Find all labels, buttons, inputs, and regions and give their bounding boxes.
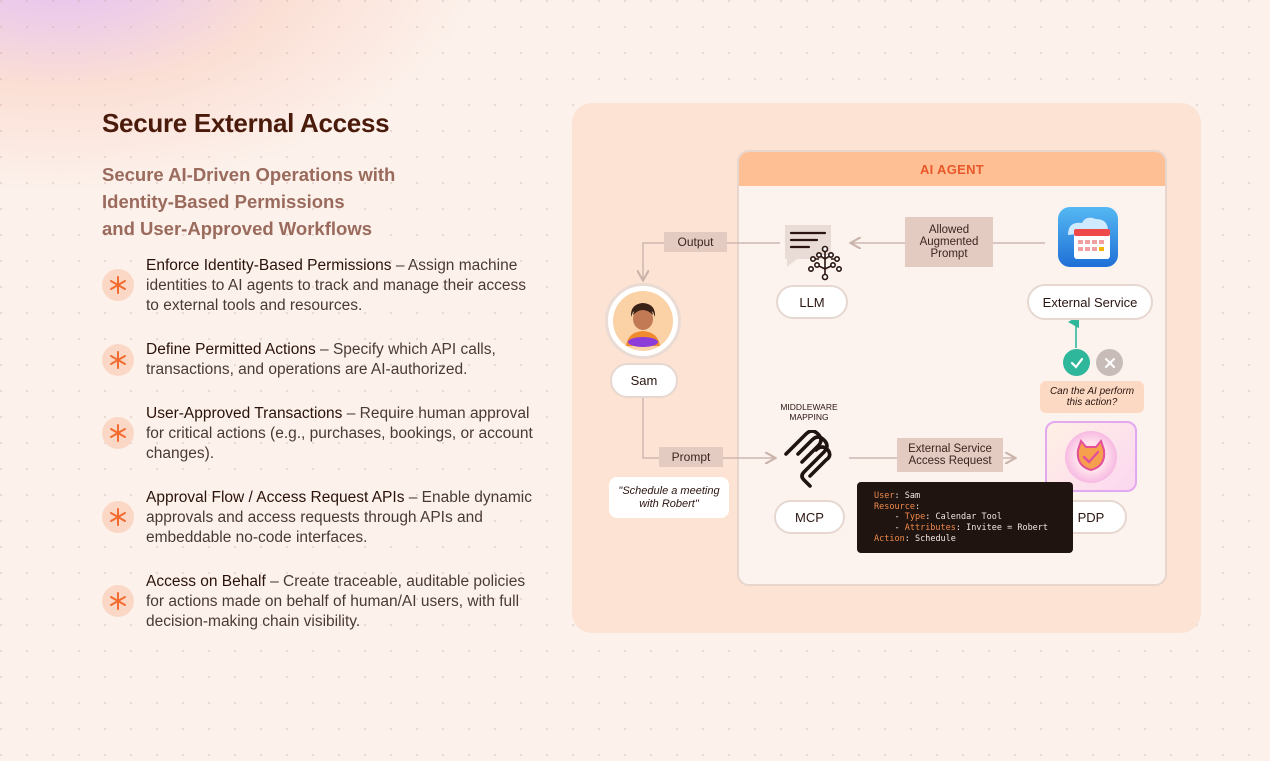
code-key: Type bbox=[904, 512, 926, 523]
access-request-line: Access Request bbox=[908, 455, 992, 467]
feature-title: Define Permitted Actions bbox=[146, 341, 316, 358]
middleware-line: MAPPING bbox=[789, 412, 829, 422]
access-request-line: External Service bbox=[908, 443, 992, 455]
code-value: Schedule bbox=[914, 533, 956, 544]
feature-title: Approval Flow / Access Request APIs bbox=[146, 489, 405, 506]
code-value: Calendar Tool bbox=[935, 512, 1002, 523]
external-service-node: External Service bbox=[1027, 284, 1153, 320]
chat-brain-icon bbox=[781, 223, 847, 286]
feature-title: Access on Behalf bbox=[146, 573, 266, 590]
allowed-prompt-line: Allowed bbox=[928, 224, 970, 236]
pdp-node: PDP bbox=[1055, 500, 1127, 534]
sam-node: Sam bbox=[610, 363, 678, 398]
middleware-icon bbox=[782, 430, 836, 495]
allowed-prompt-line: Prompt bbox=[930, 248, 968, 260]
user-quote bbox=[609, 477, 729, 518]
question-line: this action? bbox=[1066, 397, 1118, 408]
quote-line: "Schedule a meeting bbox=[618, 484, 720, 497]
ai-agent-header: AI AGENT bbox=[739, 152, 1165, 186]
allowed-prompt-line: Augmented bbox=[919, 236, 979, 248]
code-key: Resource bbox=[874, 501, 915, 512]
feature-body: – Assign machine identities to AI agents to track and manage their access to external tools and resources. bbox=[146, 257, 526, 314]
feature-body: – Require human approval for critical actions (e.g., purchases, bookings, or account changes). bbox=[146, 405, 533, 462]
code-value: Sam bbox=[904, 491, 921, 501]
code-value: Invitee = Robert bbox=[966, 523, 1049, 534]
question-line: Can the AI perform bbox=[1049, 386, 1135, 397]
middleware-line: MIDDLEWARE bbox=[780, 402, 838, 412]
code-key: Action bbox=[874, 533, 905, 544]
calendar-cloud-icon bbox=[1058, 207, 1118, 272]
policy-request-code: User: Sam Resource: - Type: Calendar Tool - Attributes: Invitee = Robert Action: Schedule bbox=[857, 482, 1073, 553]
prompt-label: Prompt bbox=[659, 447, 723, 467]
llm-node: LLM bbox=[776, 285, 848, 319]
close-icon bbox=[1096, 349, 1123, 376]
quote-line: with Robert" bbox=[639, 497, 699, 510]
feature-body: – Enable dynamic approvals and access requests through APIs and embeddable no-code interfaces. bbox=[146, 489, 532, 546]
subtitle-line: Identity-Based Permissions bbox=[102, 191, 345, 212]
mcp-node: MCP bbox=[774, 500, 845, 534]
access-request-label bbox=[897, 438, 1003, 472]
feature-title: User-Approved Transactions bbox=[146, 405, 343, 422]
middleware-mapping-label bbox=[775, 402, 843, 422]
allowed-prompt-label bbox=[905, 217, 993, 267]
subtitle-line: Secure AI-Driven Operations with bbox=[102, 164, 396, 185]
code-key: Attributes bbox=[904, 523, 956, 534]
subtitle-line: and User-Approved Workflows bbox=[102, 218, 373, 239]
feature-title: Enforce Identity-Based Permissions bbox=[146, 257, 392, 274]
output-label: Output bbox=[664, 232, 727, 252]
permission-question bbox=[1040, 381, 1144, 413]
avatar bbox=[605, 283, 681, 359]
page-title: Secure External Access bbox=[102, 108, 390, 138]
feature-body: – Specify which API calls, transactions, and operations are AI-authorized. bbox=[146, 341, 496, 378]
feature-body: – Create traceable, auditable policies for actions made on behalf of human/AI users, with full decision-making chain visibility. bbox=[146, 573, 526, 630]
code-key: User bbox=[874, 491, 895, 501]
check-icon bbox=[1063, 349, 1090, 376]
